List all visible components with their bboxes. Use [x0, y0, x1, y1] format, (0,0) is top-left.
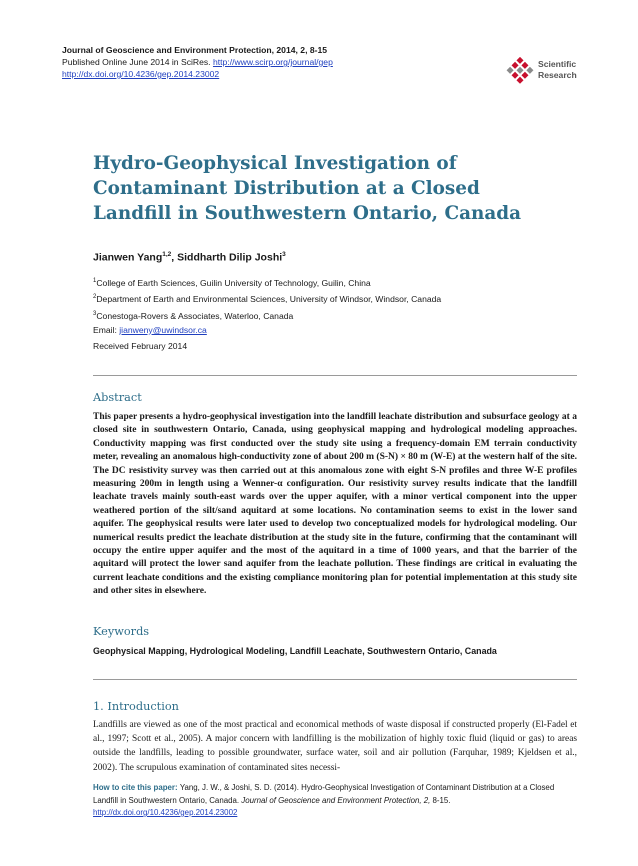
scientific-research-logo — [506, 57, 596, 87]
abstract-body: This paper presents a hydro-geophysical investigation into the landfill leachate distribution and subsurface geology at a closed site in southwestern Ontario, Canada, using geophysical mapping and hydrological modeling approaches. Conductivity mapping was first conducted over the study site using a frequency-domain EM terrain conductivity meter, revealing an anomalous high-conductivity zone of about 200 m (S-N) × 80 m (W-E) at the western half of the site. The DC resistivity survey was then carried out at this anomalous zone with eight S-N profiles and three W-E profiles measuring 200m in length using a Wenner-α configuration. Our resistivity survey results indicate that the landfill leachate travels mainly south-east wards over the upper aquifer, with a minor vertical component into the upper weathered portion of the silt/sand aquitard at some locations. No contamination seems to exist in the lower sand aquifer. The geophysical results were later used to develop two conceptualized models for hydrological modeling. Our numerical results predict the leachate distribution at the study site in the future, confirming that the contaminant will occupy the entire upper aquifer and the most of the aquitard in a time of 1000 years, and that the barrier of the aquitard will protect the lower sand aquifer from the leachate pollution. These findings are critical in evaluating the current leachate conditions and the existing compliance monitoring plan for potential implementation at this study site and other sites in elsewhere. — [93, 412, 577, 597]
author-2-affil: 3 — [282, 251, 286, 258]
author-separator: , — [171, 251, 178, 264]
doi-link[interactable]: http://dx.doi.org/10.4236/gep.2014.23002 — [62, 69, 220, 79]
published-prefix: Published Online June 2014 in SciRes. — [62, 57, 213, 67]
divider-top — [93, 375, 577, 376]
cite-doi-link[interactable]: http://dx.doi.org/10.4236/gep.2014.23002 — [93, 808, 238, 817]
affiliation-2 — [93, 290, 441, 306]
affiliation-1-num: 1 — [93, 278, 97, 284]
author-1-affil: 1,2 — [162, 251, 172, 258]
affiliation-2-num: 2 — [93, 294, 97, 301]
journal-url-link[interactable]: http://www.scirp.org/journal/gep — [212, 57, 333, 67]
affiliation-2-text: Department of Earth and Environmental Sciences, University of Windsor, Windsor, Canada — [96, 294, 442, 305]
author-1: Jianwen Yang — [93, 251, 163, 264]
affiliation-3-num: 3 — [93, 310, 97, 317]
introduction-heading: 1. Introduction — [93, 700, 179, 713]
introduction-body: Landfills are viewed as one of the most practical and economical methods of waste disposal if constructed properly (El-Fadel et al., 1997; Scott et al., 2005). A major concern with landfilling is the mobilization of highly toxic fluid (liquid or gas) to areas outside the landfills, leading to possible groundwater, surface water, soil and air pollution (Farquhar, 1989; Kjeldsen et al., 2002). The scrupulous examination of contaminated sites necessi- — [93, 720, 577, 773]
email-link[interactable]: jianweny@uwindsor.ca — [119, 324, 207, 335]
scirp-logo-icon — [506, 57, 534, 85]
cite-pages: 8-15. — [430, 795, 451, 805]
journal-header — [62, 44, 502, 80]
paper-title: Hydro-Geophysical Investigation of Contaminant Distribution at a Closed Landfill in Southwestern Ontario, Canada — [93, 153, 522, 224]
author-2: Siddharth Dilip Joshi — [177, 251, 283, 264]
published-line — [62, 56, 502, 68]
affiliation-3 — [93, 307, 441, 323]
cite-journal: Journal of Geoscience and Environment Protection, 2, — [241, 795, 431, 805]
abstract-heading: Abstract — [93, 391, 142, 404]
affiliation-3-text: Conestoga-Rovers & Associates, Waterloo, Canada — [96, 310, 294, 321]
affiliation-1-text: College of Earth Sciences, Guilin University of Technology, Guilin, China — [96, 277, 371, 288]
logo-line-2: Research — [538, 69, 577, 80]
affiliation-1 — [93, 274, 441, 290]
logo-wordmark — [538, 59, 577, 80]
affiliations — [93, 274, 441, 337]
cite-label: How to cite this paper: — [93, 783, 180, 792]
cite-text: Yang, J. W., & Joshi, S. D. (2014). Hydro-Geophysical Investigation of Contaminant Distribution at a Closed Landfill in Southwestern Ontario, Canada. — [93, 783, 555, 805]
logo-line-1: Scientific — [538, 59, 577, 69]
email-line — [93, 323, 441, 337]
keywords-list: Geophysical Mapping, Hydrological Modeling, Landfill Leachate, Southwestern Ontario, Canada — [93, 646, 497, 656]
author-list — [93, 251, 286, 264]
how-to-cite — [93, 782, 577, 820]
journal-line: Journal of Geoscience and Environment Protection, 2014, 2, 8-15 — [62, 45, 328, 55]
keywords-heading: Keywords — [93, 625, 150, 638]
received-date: Received February 2014 — [93, 341, 188, 351]
email-label: Email: — [93, 324, 120, 335]
divider-bottom — [93, 679, 577, 680]
